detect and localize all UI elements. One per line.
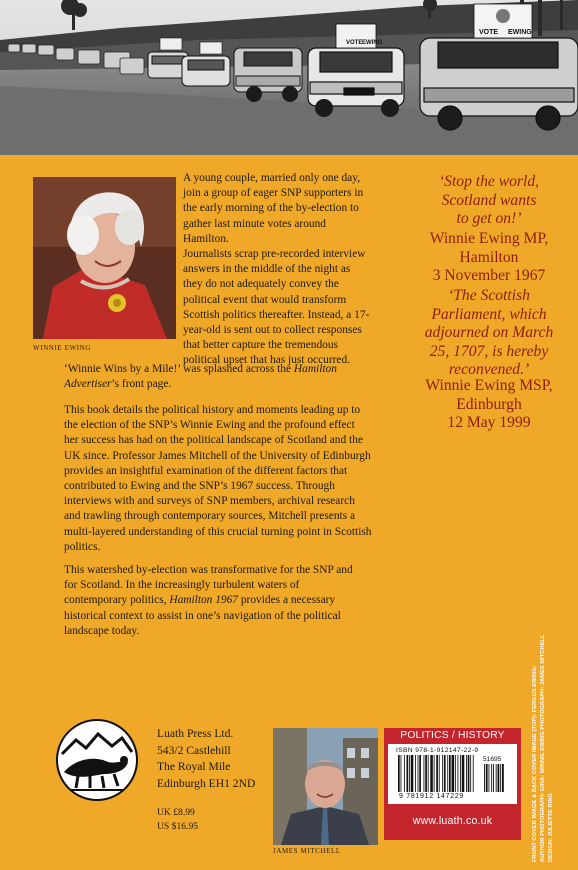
attribution-line: Edinburgh <box>456 395 522 413</box>
barcode-bar <box>458 755 459 792</box>
attribution-line: Winnie Ewing MSP, <box>425 377 553 394</box>
barcode-bar <box>470 755 471 792</box>
blurb-paragraph-1: A young couple, married only one day, join a group of eager SNP supporters in the early morning of the by-election to gather last minute votes around Hamilton. <box>183 172 364 245</box>
ean-digits: 9 781912 147229 <box>399 793 464 800</box>
quote-1-attribution <box>405 230 573 286</box>
barcode-bar <box>419 755 421 792</box>
blurb-paragraph-5-end: provides a necessary historical context to assist in one’s navigation of the political landscape today. <box>64 594 341 637</box>
attribution-line: 3 November 1967 <box>432 267 546 284</box>
sign-vote-1: VOTE <box>346 40 363 46</box>
prices <box>157 806 198 833</box>
quote-1-line: ‘Stop the world, <box>438 173 540 190</box>
portrait-caption: WINNIE EWING <box>33 344 91 352</box>
barcode-bar <box>452 755 455 792</box>
sign-ewing-2: EWING <box>508 29 532 36</box>
addon-bar <box>500 764 501 792</box>
publisher-address <box>157 726 255 792</box>
attribution-line: Hamilton <box>459 248 519 266</box>
sign-vote-2: VOTE <box>479 29 499 36</box>
barcode-bar <box>444 755 446 792</box>
barcode-bar <box>462 755 465 792</box>
barcode-bar <box>424 755 425 792</box>
barcode-bar <box>466 755 467 792</box>
quote-2-line: reconvened.’ <box>448 361 530 378</box>
newspaper-name: Hamilton Advertiser <box>64 363 337 391</box>
addon-bar <box>496 764 497 792</box>
barcode-bar <box>428 755 429 792</box>
addon-bar <box>502 764 504 792</box>
headline-quote: ‘Winnie Wins by a Mile!’ was splashed across the <box>64 363 294 375</box>
barcode-bar <box>404 755 405 792</box>
isbn-text: ISBN 978-1-912147-22-9 <box>396 747 479 754</box>
barcode-bar <box>473 755 474 792</box>
barcode-bar <box>409 755 410 792</box>
book-title: Hamilton 1967 <box>169 594 239 607</box>
barcode-bar <box>436 755 438 792</box>
barcode-bar <box>447 755 448 792</box>
headline-quote-end: ’s front page. <box>111 378 172 391</box>
barcode-panel <box>384 728 521 840</box>
barcode-bar <box>460 755 461 792</box>
james-mitchell-photo <box>273 728 378 845</box>
barcode-bar <box>418 755 419 792</box>
attribution-line: Winnie Ewing MP, <box>429 230 549 247</box>
quote-2-line: adjourned on March <box>424 324 554 341</box>
barcode-bar <box>401 755 402 792</box>
barcode-bar <box>434 755 435 792</box>
credit-line: DESIGN: JULIETTE RING <box>547 793 554 862</box>
barcode-bar <box>425 755 427 792</box>
address-line: The Royal Mile <box>157 760 231 773</box>
address-line: Edinburgh EH1 2ND <box>157 776 256 790</box>
price-us: US $16.95 <box>157 820 199 832</box>
sign-ewing-1: EWING <box>362 40 383 46</box>
publisher-website[interactable]: www.luath.co.uk <box>412 815 493 827</box>
quote-2-line: Parliament, which <box>431 305 547 323</box>
address-line: 543/2 Castlehill <box>157 743 231 757</box>
addon-bar <box>489 764 490 792</box>
barcode-bar <box>415 755 416 792</box>
barcode-bar <box>442 755 443 792</box>
attribution-line: 12 May 1999 <box>447 414 531 431</box>
quote-2-line: 25, 1707, is hereby <box>429 342 549 360</box>
barcode-bar <box>398 755 400 792</box>
price-code: 51695 <box>483 756 502 763</box>
credit-line: AUTHOR PHOTOGRAPH: GINA; WINNIE EWING PHOTOGRAPH: JAMES MITCHELL <box>539 634 546 862</box>
barcode-bar <box>455 755 456 792</box>
blurb-paragraph-3 <box>64 362 364 392</box>
barcode-bar <box>407 755 409 792</box>
luath-press-logo <box>56 718 138 802</box>
winnie-ewing-portrait <box>33 177 176 339</box>
addon-bar <box>484 764 485 792</box>
blurb-paragraph-4: This book details the political history and moments leading up to the election of the SNP’s Winnie Ewing and the profound effect her success has had on the political landscape of Scotland and the UK since. Professor James Mitchell of the University of Edinburgh provides an insightful examination of the different factors that contributed to Ewing and the SNP’s 1967 success. Through interviews with and surveys of SNP members, archival research and trawling through contemporary sources, Mitchell presents a multi-layered understanding of this crucial turning point in Scottish politics. <box>64 404 372 553</box>
quote-1 <box>405 173 573 229</box>
blurb-paragraph-5-start: This watershed by-election was transformative for the SNP and for Scotland. In the increasingly turbulent waters of contemporary politics, <box>64 564 353 607</box>
quote-2-line: ‘The Scottish <box>448 287 530 304</box>
addon-bar <box>493 764 494 792</box>
addon-bar <box>491 764 492 792</box>
quote-1-line: Scotland wants <box>441 191 537 209</box>
cover-photo-motorcade <box>0 0 578 155</box>
image-credits <box>532 572 555 862</box>
quote-2 <box>397 287 578 380</box>
barcode-bar <box>449 755 451 792</box>
addon-bar <box>498 764 500 792</box>
author-caption: JAMES MITCHELL <box>273 847 341 855</box>
barcode-bar <box>439 755 440 792</box>
barcode <box>388 744 517 804</box>
addon-bar <box>486 764 488 792</box>
publisher-name: Luath Press Ltd. <box>157 727 234 740</box>
blurb-paragraph-5 <box>64 563 364 639</box>
price-uk: UK £8.99 <box>157 807 195 818</box>
quote-1-line: to get on!’ <box>456 210 522 227</box>
barcode-bar <box>411 755 414 792</box>
barcode-bar <box>430 755 433 792</box>
blurb-paragraph-2: Journalists scrap pre-recorded interview answers in the middle of the night as they do not adequately convey the political event that would transform Scottish politics thereafter. Instead, a 17-year-old is sent out to collect responses that better capture the tremendous political upset that has just occurred. <box>183 248 370 367</box>
quote-2-attribution <box>397 377 578 433</box>
credit-line: FRONT COVER IMAGE & BACK COVER IMAGE (TOP): FERGUS EWING; <box>532 665 538 862</box>
barcode-bar <box>468 755 470 792</box>
category-label: POLITICS / HISTORY <box>400 730 505 741</box>
